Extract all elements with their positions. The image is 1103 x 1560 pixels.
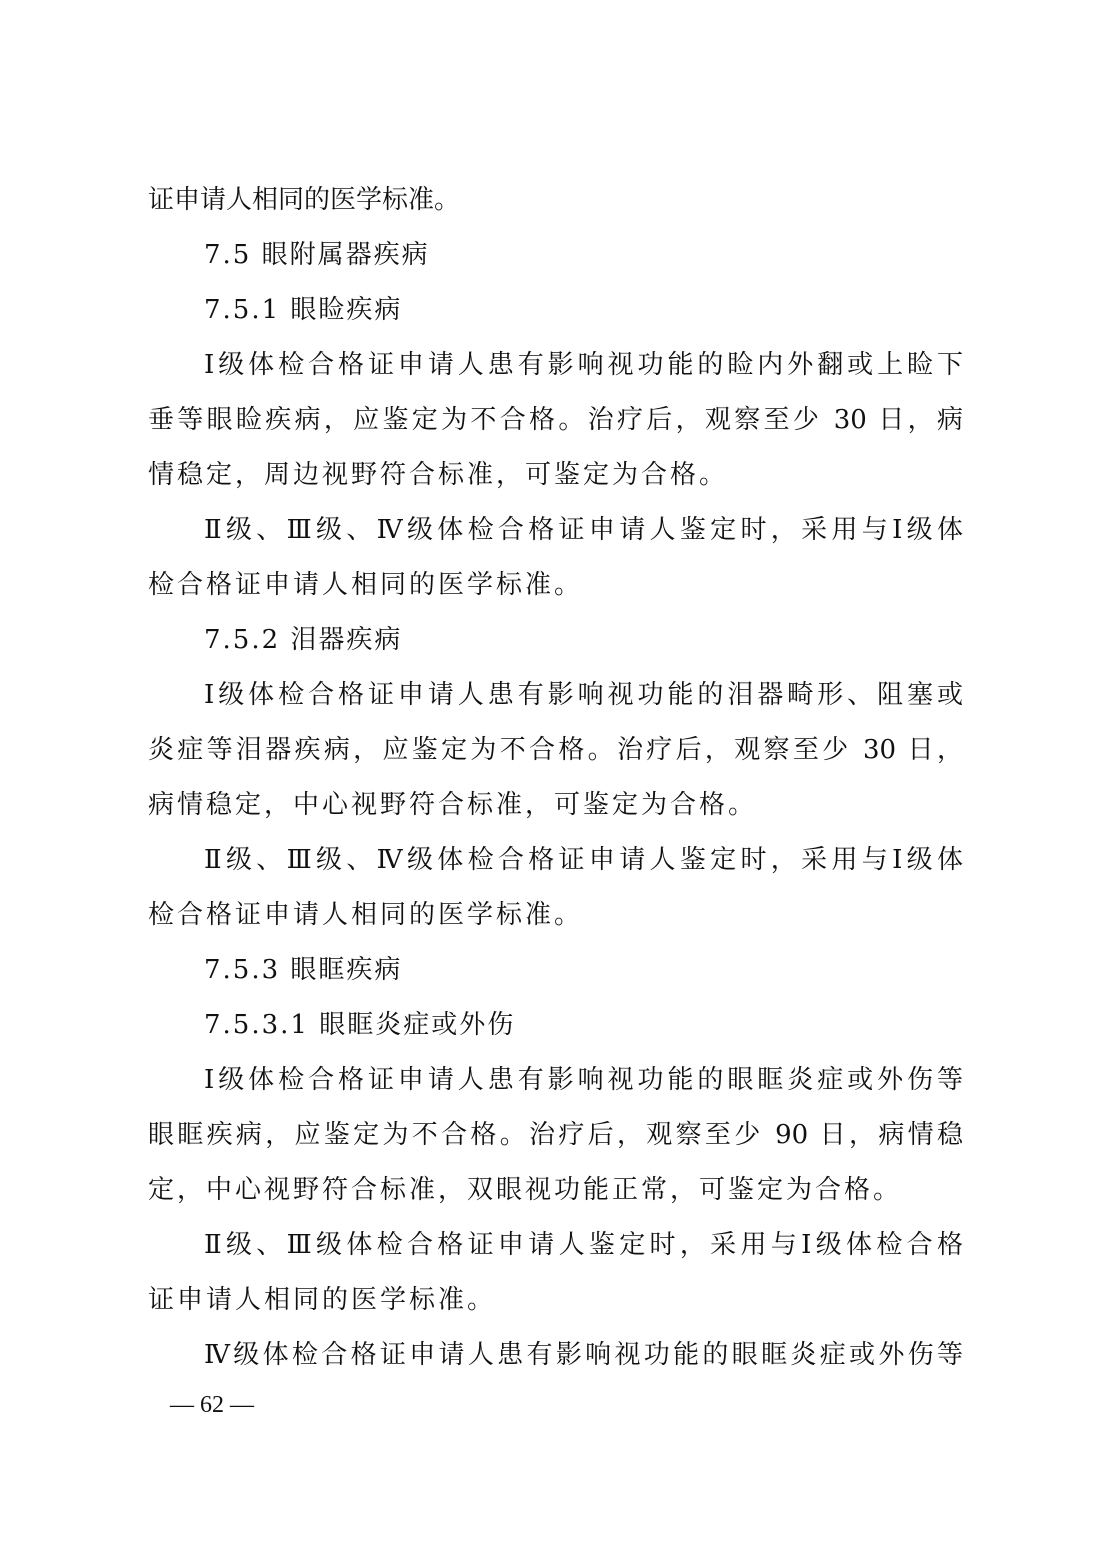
text-line: Ⅰ级体检合格证申请人患有影响视功能的泪器畸形、阻塞或 (204, 680, 963, 710)
text-line: 垂等眼睑疾病，应鉴定为不合格。治疗后，观察至少 30 日，病 (148, 405, 963, 435)
page-number: — 62 — (170, 1392, 254, 1418)
text-line: 定，中心视野符合标准，双眼视功能正常，可鉴定为合格。 (148, 1175, 903, 1205)
subsubsection-heading: 7.5.3.1 眼眶炎症或外伤 (204, 1010, 516, 1040)
subsection-heading: 7.5.3 眼眶疾病 (204, 955, 403, 985)
text-line: 证申请人相同的医学标准。 (148, 1285, 497, 1315)
text-line: Ⅱ级、Ⅲ级体检合格证申请人鉴定时，采用与Ⅰ级体检合格 (204, 1230, 963, 1260)
text-line: Ⅳ级体检合格证申请人患有影响视功能的眼眶炎症或外伤等 (204, 1340, 963, 1370)
text-line: 检合格证申请人相同的医学标准。 (148, 570, 584, 600)
text-line: 炎症等泪器疾病，应鉴定为不合格。治疗后，观察至少 30 日， (148, 735, 963, 765)
text-line: 情稳定，周边视野符合标准，可鉴定为合格。 (148, 460, 729, 490)
text-line: Ⅱ级、Ⅲ级、Ⅳ级体检合格证申请人鉴定时，采用与Ⅰ级体 (204, 845, 963, 875)
section-heading: 7.5 眼附属器疾病 (204, 240, 430, 270)
subsection-heading: 7.5.2 泪器疾病 (204, 625, 403, 655)
text-line: Ⅰ级体检合格证申请人患有影响视功能的眼眶炎症或外伤等 (204, 1065, 963, 1095)
text-line: 病情稳定，中心视野符合标准，可鉴定为合格。 (148, 790, 758, 820)
text-line: 证申请人相同的医学标准。 (148, 185, 461, 215)
text-line: Ⅰ级体检合格证申请人患有影响视功能的睑内外翻或上睑下 (204, 350, 963, 380)
text-line: 检合格证申请人相同的医学标准。 (148, 900, 584, 930)
text-line: Ⅱ级、Ⅲ级、Ⅳ级体检合格证申请人鉴定时，采用与Ⅰ级体 (204, 515, 963, 545)
subsection-heading: 7.5.1 眼睑疾病 (204, 295, 403, 325)
text-line: 眼眶疾病，应鉴定为不合格。治疗后，观察至少 90 日，病情稳 (148, 1120, 963, 1150)
